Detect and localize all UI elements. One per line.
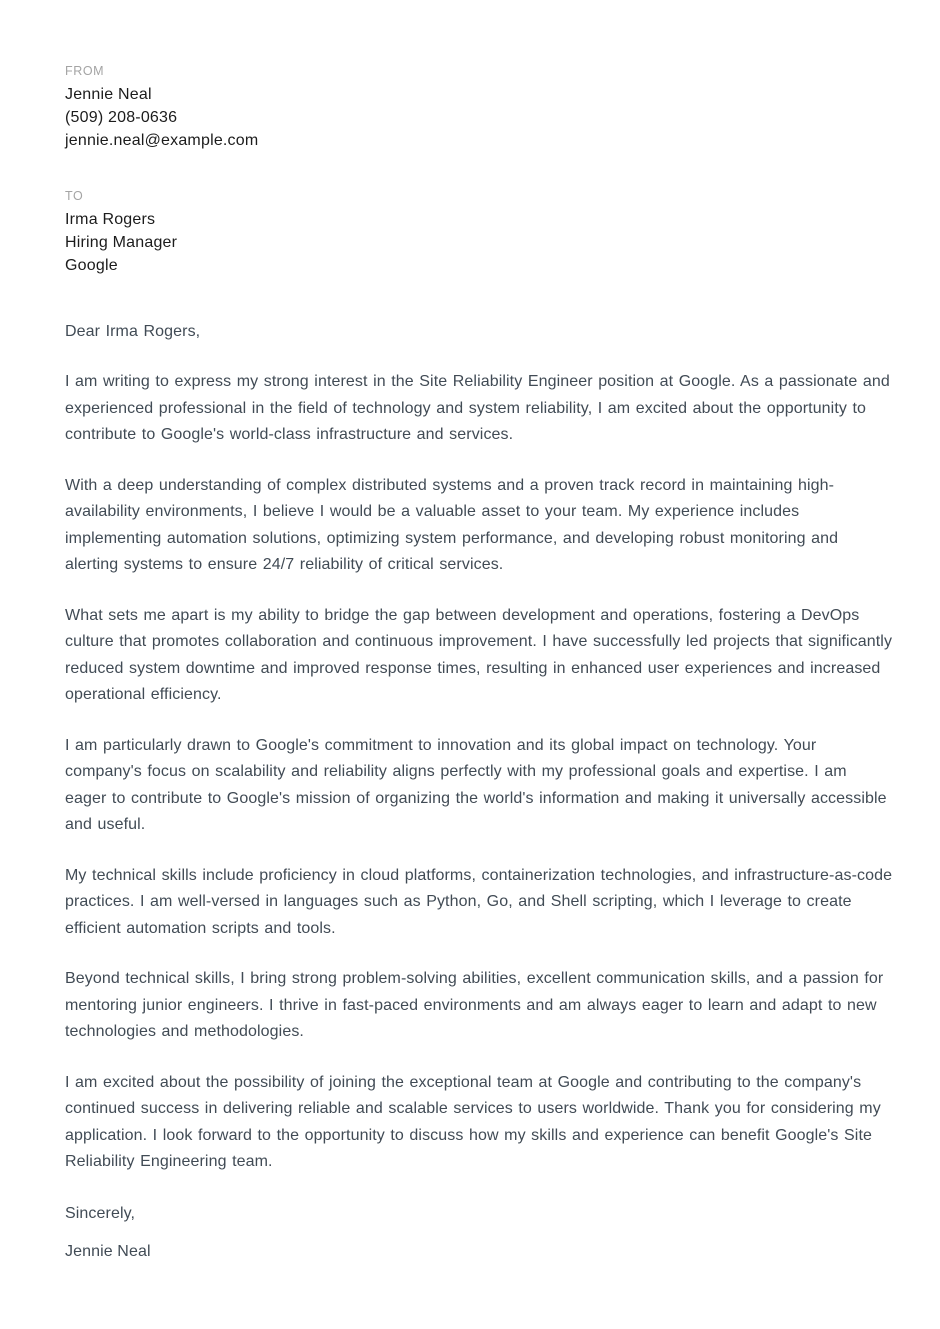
cover-letter-document: [65, 64, 893, 1265]
closing-salutation: Sincerely,: [65, 1204, 136, 1222]
to-section: [65, 189, 893, 277]
signature-name: Jennie Neal: [65, 1242, 151, 1260]
letter-body: [65, 319, 893, 1265]
paragraph-technical-skills: My technical skills include proficiency in cloud platforms, containerization technologies, and infrastructure-as-code practices. I am well-versed in languages such as Python, Go, and Shell scripting, which I leverage to create efficient automation scripts and tools.: [65, 866, 893, 937]
sender-email: jennie.neal@example.com: [65, 132, 259, 149]
paragraph-closing-statement: I am excited about the possibility of joining the exceptional team at Google and contributing to the company's continued success in delivering reliable and scalable services to users worldwide. Thank you for considering my application. I look forward to the opportunity to discuss how my skills and experience can benefit Google's Site Reliability Engineering team.: [65, 1073, 881, 1170]
recipient-name: Irma Rogers: [65, 211, 156, 228]
recipient-title: Hiring Manager: [65, 234, 178, 251]
from-section: [65, 64, 893, 152]
from-label: FROM: [65, 64, 105, 78]
recipient-company: Google: [65, 257, 118, 274]
paragraph-motivation: I am particularly drawn to Google's commitment to innovation and its global impact on technology. Your company's focus on scalability and reliability aligns perfectly with my professional goals and expertise. I am eager to contribute to Google's mission of organizing the world's information and making it universally accessible and useful.: [65, 736, 887, 833]
paragraph-devops: What sets me apart is my ability to bridge the gap between development and operations, fostering a DevOps culture that promotes collaboration and continuous improvement. I have successfully led projects that significantly reduced system downtime and improved response times, resulting in enhanced user experiences and increased operational efficiency.: [65, 606, 893, 703]
paragraph-experience: With a deep understanding of complex distributed systems and a proven track record in maintaining high-availability environments, I believe I would be a valuable asset to your team. My experience includes implementing automation solutions, optimizing system performance, and developing robust monitoring and alerting systems to ensure 24/7 reliability of critical services.: [65, 476, 839, 573]
greeting: Dear Irma Rogers,: [65, 323, 201, 340]
paragraph-intro: I am writing to express my strong interest in the Site Reliability Engineer position at Google. As a passionate and experienced professional in the field of technology and system reliability, I am excited about the opportunity to contribute to Google's world-class infrastructure and services.: [65, 373, 890, 443]
sender-name: Jennie Neal: [65, 86, 152, 103]
paragraph-soft-skills: Beyond technical skills, I bring strong problem-solving abilities, excellent communication skills, and a passion for mentoring junior engineers. I thrive in fast-paced environments and am always eager to learn and adapt to new technologies and methodologies.: [65, 970, 884, 1040]
sender-phone: (509) 208-0636: [65, 109, 178, 126]
to-label: TO: [65, 189, 84, 203]
